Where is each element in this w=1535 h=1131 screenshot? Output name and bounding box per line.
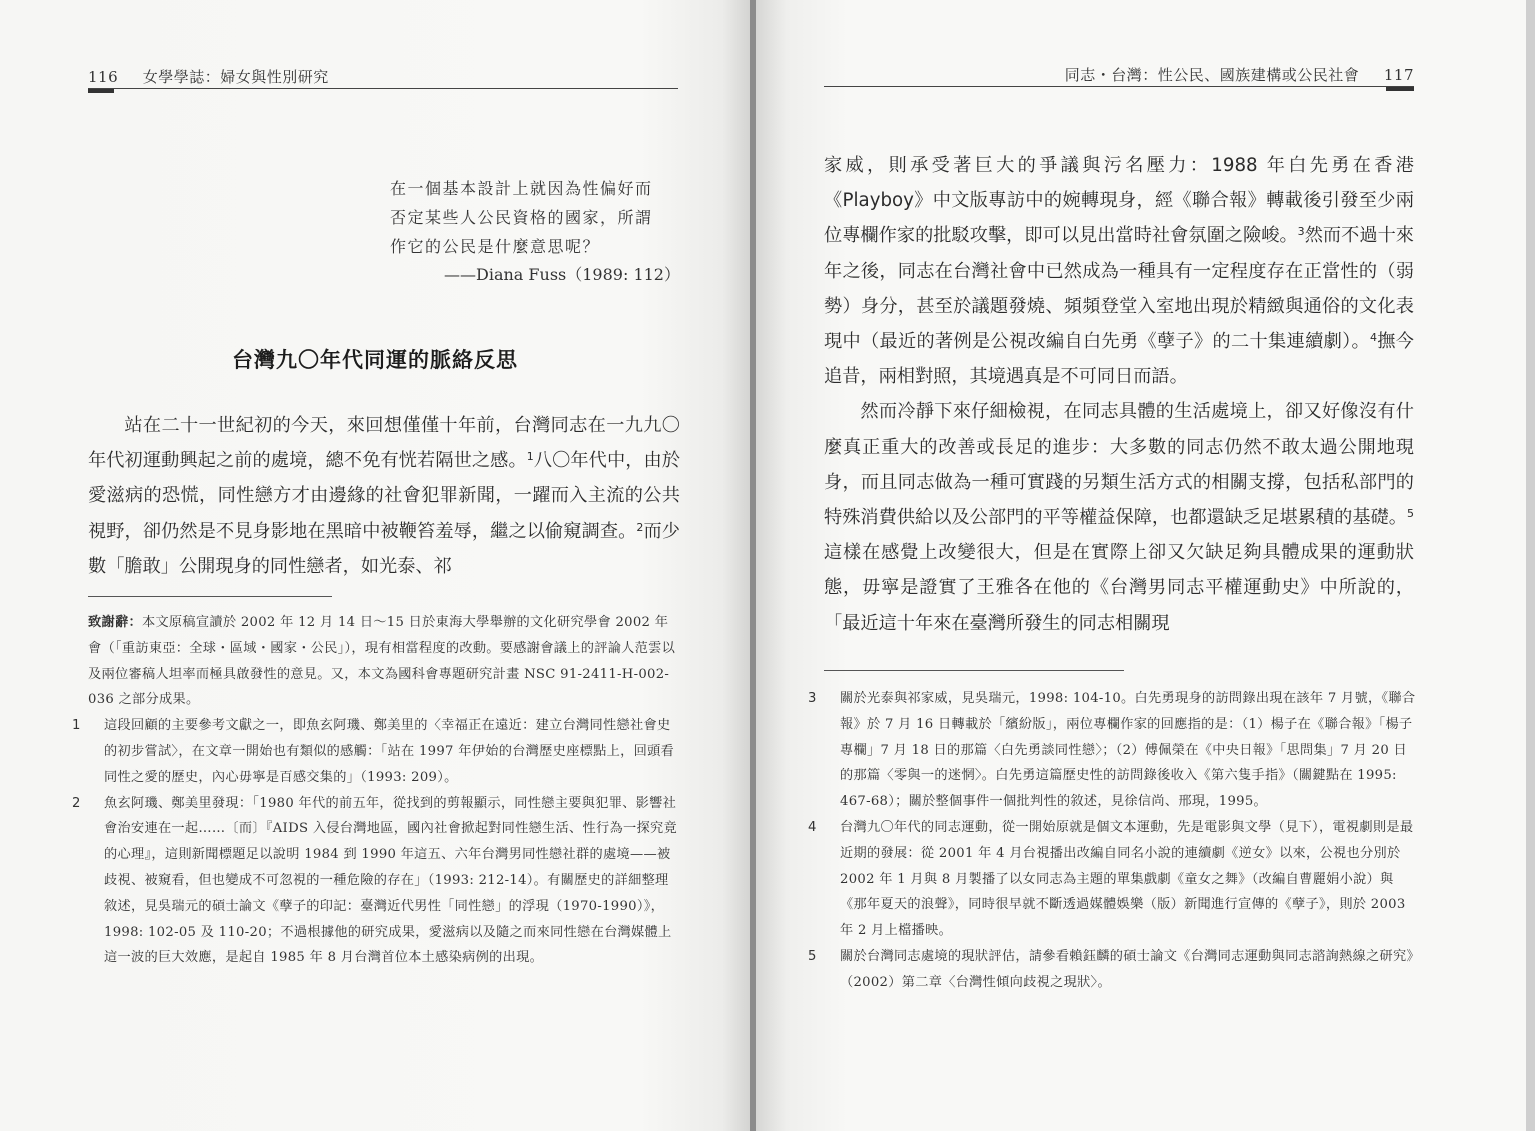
header-tab-left xyxy=(88,89,114,93)
footnote-text: 關於台灣同志處境的現狀評估，請參看賴鈺麟的碩士論文《台灣同志運動與同志諮詢熱線之研究》（2002）第二章〈台灣性傾向歧視之現狀〉。 xyxy=(840,948,1414,990)
epigraph-line: 作它的公民是什麼意思呢？ xyxy=(390,237,601,256)
body-segment: 站在二十一世紀初的今天，來回想僅僅十年前，台灣同志在一九九〇年代初運動興起之前的處境，總不免有恍若隔世之感。 xyxy=(88,415,680,472)
header-tab-right xyxy=(1386,87,1414,91)
footnote-text: 關於光泰與祁家威，見吳瑞元，1998: 104-10。白先勇現身的訪問錄出現在該年 7 月號，《聯合報》於 7 月 16 日轉載於「繽紛版」，兩位專欄作家的回應指的是：（1）楊子在《聯合報》「楊子專欄」7 月 18 日的那篇〈白先勇談同性戀〉；（2）傅佩榮在《中央日報》「思問集」7 月 20 日的那篇〈零與一的迷惘〉。白先勇這篇歷史性的訪問錄後收入《第六隻手指》（關鍵點在 1995: 467-68）；關於整個事件一個批判性的敘述，見徐信尚、邢現，1995。 xyxy=(840,691,1416,810)
ack-label: 致謝辭： xyxy=(88,615,142,630)
ack-text: 本文原稿宣讀於 2002 年 12 月 14 日～15 日於東海大學舉辦的文化研究學會 2002 年會（「重訪東亞：全球・區域・國家・公民」），現有相當程度的改動。要感謝會議上的評論人范雲以及兩位審稿人坦率而極具啟發性的意見。又，本文為國科會專題研究計畫 NSC 91-2411-H-002-036 之部分成果。 xyxy=(88,615,676,708)
article-title: 同志・台灣：性公民、國族建構或公民社會 xyxy=(1064,66,1360,84)
journal-title: 女學學誌：婦女與性別研究 xyxy=(142,68,329,86)
footnote-ref: 1 xyxy=(526,450,534,464)
section-title: 台灣九〇年代同運的脈絡反思 xyxy=(232,348,518,372)
page-number-left: 116 xyxy=(88,68,119,86)
footnote-number: 2 xyxy=(72,795,81,811)
footnote xyxy=(72,713,680,790)
book-right-edge xyxy=(1526,0,1535,1131)
footnote xyxy=(808,686,1416,815)
epigraph-line: 否定某些人公民資格的國家，所謂 xyxy=(390,208,653,227)
footnote-ref: 4 xyxy=(1369,331,1377,345)
footnote-rule-right xyxy=(824,670,1124,671)
footnote-text: 這段回顧的主要參考文獻之一，即魚玄阿璣、鄭美里的〈幸福正在遠近：建立台灣同性戀社會史的初步嘗試〉，在文章一開始也有類似的感觸：「站在 1997 年伊始的台灣歷史座標點上，回頭看同性之愛的歷史，內心毋寧是百感交集的」（1993: 209）。 xyxy=(104,718,675,785)
footnote-number: 1 xyxy=(72,718,81,734)
page-number-right: 117 xyxy=(1383,66,1414,84)
body-text-right xyxy=(824,148,1414,648)
body-segment: 這樣在感覺上改變很大，但是在實際上卻又欠缺足夠具體成果的運動狀態，毋寧是證實了王雅各在他的《台灣男同志平權運動史》中所說的，「最近這十年來在臺灣所發生的同志相關現 xyxy=(824,542,1414,634)
footnotes-right xyxy=(808,686,1416,1026)
epigraph-line: 在一個基本設計上就因為性偏好而 xyxy=(390,179,653,198)
right-page xyxy=(756,0,1526,1131)
running-head-left xyxy=(88,66,329,87)
header-rule-right xyxy=(824,86,1414,87)
acknowledgement xyxy=(88,610,680,713)
body-segment: 然而不過十來年之後，同志在台灣社會中已然成為一種具有一定程度存在正當性的（弱勢）身分，甚至於議題發燒、頻頻登堂入室地出現於精緻與通俗的文化表現中（最近的著例是公視改編自白先勇《孽子》的二十集連續劇）。 xyxy=(824,225,1414,353)
epigraph xyxy=(390,174,690,261)
footnote-ref: 2 xyxy=(636,520,644,534)
running-head-right xyxy=(1065,64,1414,85)
footnote-text: 台灣九〇年代的同志運動，從一開始原就是個文本運動，先是電影與文學（見下），電視劇則是最近期的發展：從 2001 年 4 月台視播出改編自同名小說的連續劇《逆女》以來，公視也分別於 2002 年 1 月與 8 月製播了以女同志為主題的單集戲劇《童女之舞》（改編自曹麗娟小說）與《那年夏天的浪聲》，同時很早就不斷透過媒體娛樂（版）新聞進行宣傳的《孽子》，則於 2003 年 2 月上檔播映。 xyxy=(840,819,1414,939)
body-segment: 八〇年代中，由於愛滋病的恐慌，同性戀方才由邊緣的社會犯罪新聞，一躍而入主流的公共視野，卻仍然是不見身影地在黑暗中被鞭笞羞辱，繼之以偷窺調查。 xyxy=(88,450,680,542)
footnote-number: 5 xyxy=(808,948,817,964)
footnote-number: 4 xyxy=(808,819,817,835)
footnote-ref: 5 xyxy=(1407,507,1414,521)
body-segment: 然而冷靜下來仔細檢視，在同志具體的生活處境上，卻又好像沒有什麼真正重大的改善或長足的進步：大多數的同志仍然不敢太過公開地現身，而且同志做為一種可實踐的另類生活方式的相關支撐，包括私部門的特殊消費供給以及公部門的平等權益保障，也都還缺乏足堪累積的基礎。 xyxy=(824,401,1414,529)
footnote-text: 魚玄阿璣、鄭美里發現：「1980 年代的前五年，從找到的剪報顯示，同性戀主要與犯罪、影響社會治安連在一起……〔而〕『AIDS 入侵台灣地區，國內社會掀起對同性戀生活、性行為一探究竟的心理』，這則新聞標題足以說明 1984 到 1990 年這五、六年台灣男同性戀社群的處境——被歧視、被窺看，但也變成不可忽視的一種危險的存在」（1993: 212-14）。有關歷史的詳細整理敘述，見吳瑞元的碩士論文《孽子的印記：臺灣近代男性「同性戀」的浮現（1970-1990）》，1998: 102-05 及 110-20；不過根據他的研究成果，愛滋病以及隨之而來同性戀在台灣媒體上這一波的巨大效應，是起自 1985 年 8 月台灣首位本土感染病例的出現。 xyxy=(104,795,677,966)
epigraph-attribution: ——Diana Fuss（1989: 112） xyxy=(444,265,680,284)
body-text-left xyxy=(88,408,680,584)
left-page xyxy=(0,0,752,1131)
paragraph xyxy=(824,394,1414,640)
footnote xyxy=(72,791,680,972)
body-segment: 家威，則承受著巨大的爭議與污名壓力：1988 年白先勇在香港《Playboy》中文版專訪中的婉轉現身，經《聯合報》轉載後引發至少兩位專欄作家的批駁攻擊，即可以見出當時社會氛圍之險峻。 xyxy=(824,155,1414,247)
footnote xyxy=(808,944,1416,996)
paragraph xyxy=(88,408,680,584)
footnotes-left xyxy=(72,610,680,1020)
header-rule-left xyxy=(88,88,678,89)
footnote-rule-left xyxy=(88,596,332,597)
footnote xyxy=(808,815,1416,944)
body-segment: 而少數「膽敢」公開現身的同性戀者，如光泰、祁 xyxy=(88,520,680,577)
footnote-number: 3 xyxy=(808,691,817,706)
body-segment: 撫今追昔，兩相對照，其境遇真是不可同日而語。 xyxy=(824,331,1414,388)
paragraph xyxy=(824,148,1414,394)
footnote-ref: 3 xyxy=(1297,225,1305,239)
